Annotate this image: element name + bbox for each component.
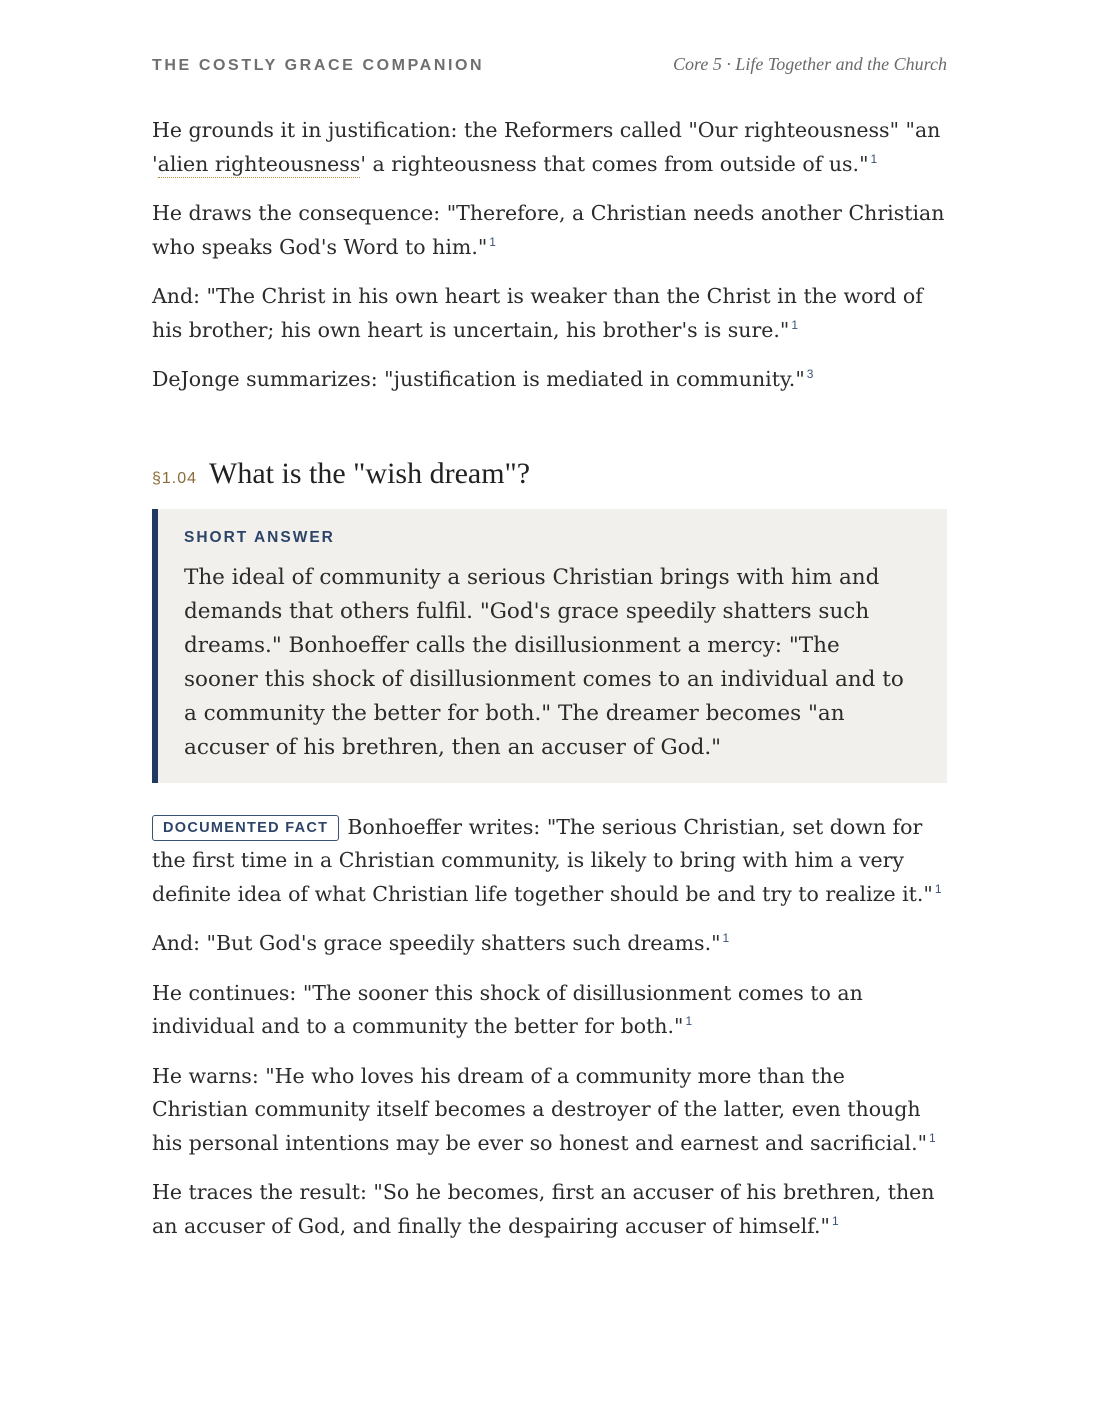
footnote-ref[interactable]: 1	[489, 234, 496, 249]
paragraph-consequence	[152, 197, 947, 264]
footnote-ref[interactable]: 1	[934, 881, 942, 896]
section-number: §1.04	[152, 469, 198, 487]
glossary-term-alien-righteousness[interactable]: alien righteousness	[157, 151, 361, 176]
section-title: What is the "wish dream"?	[209, 456, 531, 490]
paragraph-grace-shatters	[152, 927, 947, 961]
book-title: THE COSTLY GRACE COMPANION	[152, 57, 485, 74]
paragraph-text: Bonhoeffer writes: "The serious Christian, set down for the first time in a Christian community, is likely to bring with him a very definite idea of what Christian life together should be and try to realize it."	[152, 814, 933, 906]
footnote-ref[interactable]: 1	[929, 1130, 936, 1145]
paragraph-text: And: "But God's grace speedily shatters such dreams."	[152, 931, 721, 955]
footnote-ref[interactable]: 1	[685, 1014, 693, 1029]
paragraph-text: DeJonge summarizes: "justification is mediated in community."	[152, 367, 805, 391]
paragraph-christ-in-heart	[152, 280, 947, 347]
footnote-ref[interactable]: 1	[722, 931, 730, 946]
short-answer-text: The ideal of community a serious Christian brings with him and demands that others fulfil. "God's grace speedily shatters such dreams." Bonhoeffer calls the disillusionment a mercy: "The sooner this shock of disillusionment comes to an individual and to a community the better for both." The dreamer becomes "an accuser of his brethren, then an accuser of God."	[184, 564, 904, 760]
footnote-ref[interactable]: 1	[831, 1213, 839, 1228]
footnote-ref[interactable]: 1	[791, 317, 799, 332]
section-heading	[152, 457, 947, 491]
paragraph-dejonge	[152, 363, 947, 397]
paragraph-result	[152, 1176, 947, 1243]
footnote-ref[interactable]: 1	[870, 151, 878, 166]
documented-fact-badge: DOCUMENTED FACT	[152, 815, 339, 841]
paragraph-text: And: "The Christ in his own heart is weaker than the Christ in the word of his brother; his own heart is uncertain, his brother's is sure."	[152, 284, 923, 342]
paragraph-text: He draws the consequence: "Therefore, a Christian needs another Christian who speaks God's Word to him."	[152, 201, 945, 259]
footnote-ref[interactable]: 3	[806, 367, 814, 382]
paragraph-text: He traces the result: "So he becomes, first an accuser of his brethren, then an accuser of God, and finally the despairing accuser of himself."	[152, 1180, 935, 1238]
running-header	[152, 54, 947, 75]
chapter-title: Core 5 · Life Together and the Church	[673, 54, 947, 74]
paragraph-text: He grounds it in justification: the Reformers called "Our righteousness" "an '	[152, 118, 941, 176]
paragraph-disillusionment	[152, 977, 947, 1044]
short-answer-box	[152, 509, 947, 783]
paragraph-text: He continues: "The sooner this shock of disillusionment comes to an individual and to a community the better for both."	[152, 980, 863, 1038]
paragraph-documented-fact	[152, 811, 947, 912]
paragraph-text: He warns: "He who loves his dream of a community more than the Christian community itself becomes a destroyer of the latter, even though his personal intentions may be ever so honest and earnest and sacrificial."	[152, 1063, 928, 1155]
main-content	[152, 114, 947, 1259]
short-answer-label: SHORT ANSWER	[184, 528, 335, 546]
paragraph-justification	[152, 114, 947, 181]
paragraph-text: ' a righteousness that comes from outside of us."	[360, 151, 869, 176]
paragraph-warning	[152, 1060, 947, 1161]
